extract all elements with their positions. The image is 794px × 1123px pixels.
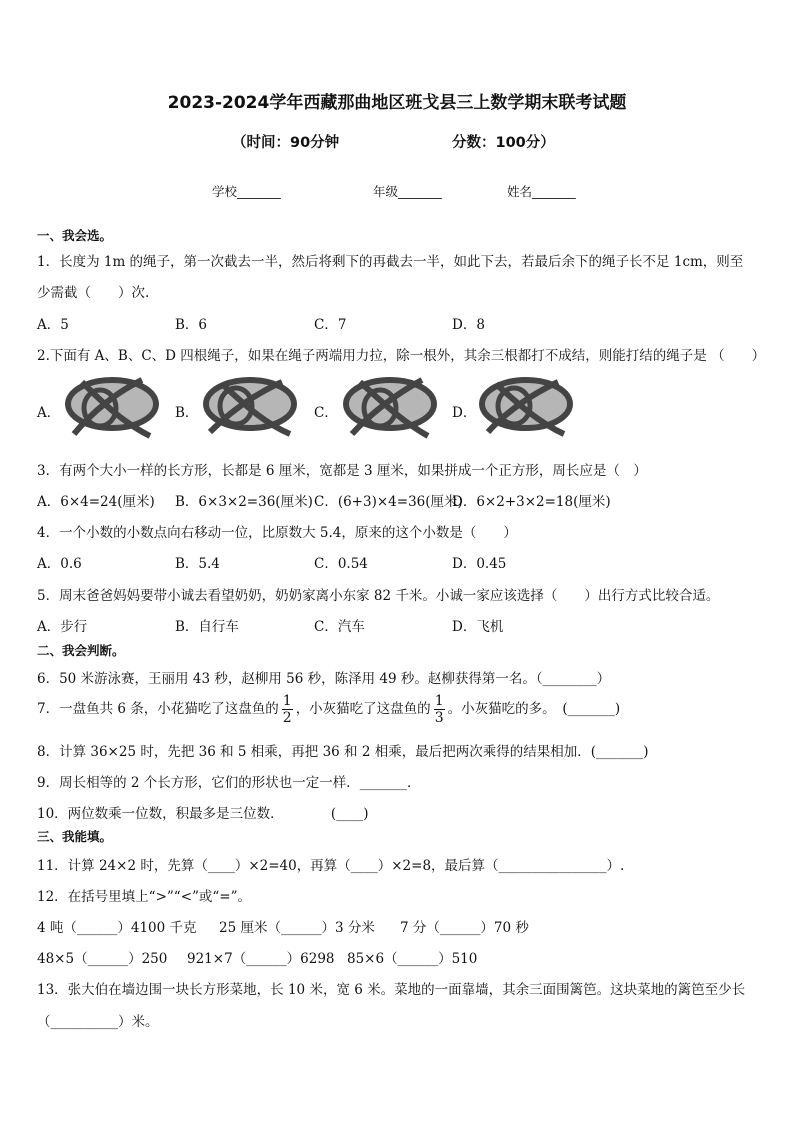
question-4-option-b: B．5.4 <box>175 556 220 572</box>
question-4-option-c: C．0.54 <box>314 556 368 572</box>
rope-knot-image-c <box>340 372 440 442</box>
question-3-option-a: A．6×4=24(厘米) <box>37 494 155 510</box>
question-5-option-b: B．自行车 <box>175 619 239 635</box>
question-1-option-d: D．8 <box>452 317 485 333</box>
question-2-option-c: C． <box>314 405 338 421</box>
question-12-item-4: 48×5（______）250 <box>37 951 168 967</box>
rope-knot-image-d <box>476 372 576 442</box>
question-12-text: 12．在括号里填上“>”“<”或“=”。 <box>37 889 252 905</box>
question-8-text: 8．计算 36×25 时，先把 36 和 5 相乘，再把 36 和 2 相乘，最后把两次乘得的结果相加．(_______) <box>37 744 649 760</box>
question-6-text: 6．50 米游泳赛，王丽用 43 秒，赵柳用 56 秒，陈泽用 49 秒。赵柳获得第一名。（________） <box>37 671 611 687</box>
question-13-line-2: （__________）米。 <box>37 1014 159 1030</box>
question-1-line-2: 少需截（ ）次. <box>37 285 150 301</box>
question-12-item-3: 7 分（______）70 秒 <box>400 920 529 936</box>
question-5-text: 5．周末爸爸妈妈要带小诚去看望奶奶，奶奶家离小东家 82 千米。小诚一家应该选择（ ）出行方式比较合适。 <box>37 588 720 604</box>
exam-score: 分数：100分） <box>452 135 555 151</box>
question-10-text: 10．两位数乘一位数，积最多是三位数． (____) <box>37 806 369 822</box>
question-4-option-d: D．0.45 <box>452 556 507 572</box>
question-2-option-b: B． <box>175 405 199 421</box>
question-12-item-6: 85×6（______）510 <box>347 951 478 967</box>
rope-knot-image-a <box>62 372 162 442</box>
question-2-option-a: A． <box>37 405 61 421</box>
question-12-item-1: 4 吨（______）4100 千克 <box>37 920 197 936</box>
question-1-option-c: C．7 <box>314 317 347 333</box>
question-2-option-d: D． <box>452 405 477 421</box>
question-1-option-a: A．5 <box>37 317 69 333</box>
question-1-option-b: B．6 <box>175 317 208 333</box>
question-5-option-c: C．汽车 <box>314 619 365 635</box>
question-7-part-1: 7．一盘鱼共 6 条，小花猫吃了这盘鱼的 <box>37 701 279 717</box>
grade-field: 年级_______ <box>373 184 442 199</box>
question-3-option-d: D．6×2+3×2=18(厘米) <box>452 494 611 510</box>
section-heading-1: 一、我会选。 <box>37 228 113 243</box>
exam-time: （时间：90分钟 <box>232 135 340 151</box>
question-12-item-5: 921×7（______）6298 <box>187 951 335 967</box>
question-9-text: 9．周长相等的 2 个长方形，它们的形状也一定一样．_______． <box>37 775 421 791</box>
question-2-text: 2.下面有 A、B、C、D 四根绳子，如果在绳子两端用力拉，除一根外，其余三根都打不成结，则能打结的绳子是 （ ） <box>37 348 766 364</box>
question-4-text: 4．一个小数的小数点向右移动一位，比原数大 5.4，原来的这个小数是（ ） <box>37 525 517 541</box>
exam-title: 2023-2024学年西藏那曲地区班戈县三上数学期末联考试题 <box>167 93 627 113</box>
question-13-line-1: 13．张大伯在墙边围一块长方形菜地，长 10 米，宽 6 米。菜地的一面靠墙，其余三面围篱笆。这块菜地的篱笆至少长 <box>37 982 746 998</box>
section-heading-3: 三、我能填。 <box>37 829 113 844</box>
question-5-option-d: D．飞机 <box>452 619 504 635</box>
question-12-item-2: 25 厘米（______）3 分米 <box>219 920 375 936</box>
question-7-text <box>37 690 620 728</box>
rope-knot-image-b <box>200 372 300 442</box>
question-3-text: 3．有两个大小一样的长方形，长都是 6 厘米，宽都是 3 厘米，如果拼成一个正方形，周长应是（ ） <box>37 463 647 479</box>
question-3-option-c: C．(6+3)×4=36(厘米) <box>314 494 463 510</box>
school-field: 学校_______ <box>212 184 281 199</box>
fraction-one-half: $\frac{1}{2}$ <box>282 693 292 726</box>
question-5-option-a: A．步行 <box>37 619 88 635</box>
section-heading-2: 二、我会判断。 <box>37 643 125 658</box>
question-11-text: 11．计算 24×2 时，先算（____）×2=40，再算（____）×2=8，最后算（________________）. <box>37 858 625 874</box>
question-3-option-b: B．6×3×2=36(厘米) <box>175 494 313 510</box>
fraction-one-third: $\frac{1}{3}$ <box>434 693 444 726</box>
question-7-part-3: 。小灰猫吃的多。 (_______) <box>447 701 621 717</box>
question-1-line-1: 1．长度为 1m 的绳子，第一次截去一半，然后将剩下的再截去一半，如此下去，若最后余下的绳子长不足 1cm，则至 <box>37 254 744 270</box>
question-7-part-2: ，小灰猫吃了这盘鱼的 <box>295 701 431 717</box>
question-4-option-a: A．0.6 <box>37 556 82 572</box>
name-field: 姓名_______ <box>507 184 576 199</box>
